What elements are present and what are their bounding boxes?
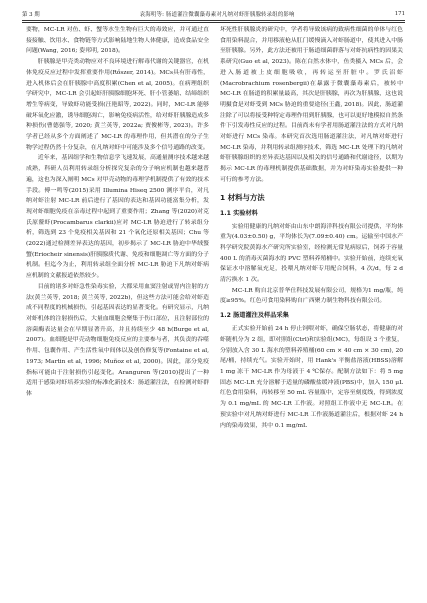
body-paragraph: 近年来，基因组学和生物信息学飞速发展，高通量测序技术越来越成熟，科研人员利用转录组分析探究复杂的分子响应机制也越来越普遍，这也为深入阐明 MCs 对甲壳动物的毒理学机制提供了有效的技术手段。傅一鸣等(2015)采用 Illumina Hiseq 2500 测序平台，对凡纳对虾注射 MC-LR 前后进行了基因的表达和基因功能富集分析，发现对虾细胞免疫在亲毒过程中起到了重要作用；Zhang 等(2020)对克氏原鳌虾(Procambarus clarkii)应对 MC-LR 胁迫进行了转录组分析，筛选到 23 个免疫相关基因和 21 个氧化还原相关基因；Chu 等(2022)通过检测差异表达的基因，初步揭示了 MC-LR 胁迫中华绒螯蟹(Eriocheir sinensis)肝胰腺质代谢、免疫和细胞凋亡等方面的分子机制。但迄今为止，利用转录组全面分析 MC-LR 胁迫下凡纳对虾病应机制的文献报道依然较少。 [26, 155, 209, 280]
body-paragraph: 肝胰腺是甲壳类动物应对不良环境进行解毒代谢的关键器官，在机体免疫反应过程中发挥重要作用(Rőszer, 2014)。MCs具有肝毒性，进入机体后会在肝胰腺中高度积累(Chen et al, 2005)。在病理组织学研究中，MC-LR 会引起虾肝胰腺细胞坏死、肝小管萎缩、结缔组织增生等病变，导致虾功能受损(汪艳昭等, 2022)。同时，MC-LR 能够破坏氧化应激，诱导细胞凋亡，影响免疫病活性，给对虾肝胰腺造成多种损伤(曹德强等, 2020; 黄兰英等, 2022a; 贾俊彬等, 2023)。许多学者已经从多个方面阐述了 MC-LR 的毒理作用，但其潜在的分子生物学过程仍然十分复杂，在凡纳对虾中可能涉及多个信号通路的改变。 [26, 59, 209, 151]
subsection-heading: 1.1 实验材料 [220, 209, 258, 217]
body-paragraph: MC-LR 购自北京普华仕科技发展有限公司，规格为1 mg/瓶，纯度≥95%。红色可食用染料购自广西聚力制生物科技有限公司。 [220, 287, 403, 305]
left-column [26, 25, 209, 400]
header-rule-bottom [22, 22, 405, 23]
body-paragraph: 目前的诸多对虾急性染毒实验，大都采用血窦注射或胃内注射的方法(黄兰英等, 2018; 黄兰英等, 2022b)，但这些方法可能会给对虾造成不同程度的机械损伤，引起基因表达的显著变化。有研究显示，凡纳对虾机体的注射损伤后，大量血细胞会聚集于伤口部位，且注射部位的溶菌酶表达量会在早期显著升高，并且持续至少 48 h(Burge et al, 2007)。血细胞是甲壳动物细胞免疫反应的主要参与者，其负责的吞噬作用、包囊作用、产生活性氧中间体以及创伤修复等(Fontaine et al, 1973; Martin et al, 1996; Muñoz et al, 2000)。因此，部分免疫指标可能由于注射损伤引起变化。Aranguren 等(2010)提出了一种适用于感染对虾培养实验的标准化新技术：肠道灌注法，在检测对虾群体 [26, 283, 209, 397]
page-number: 171 [394, 11, 405, 17]
body-paragraph: 实验用健康的凡纳对虾由山东中朗海洋科技有限公司提供，平均体重为(4.03±0.50) g，平均体长为(7.09±0.40) cm。运输至中国水产科学研究院黄海水产研究所实验室，经检测无常见病原后，饲养于容量 400 L 的消毒灭菌海水的 PVC 塑料养殖桶中。实验开始前，连续充氧保证水中溶解氧充足，投喂凡纳对虾专用配合饲料，4 次/d，每 2 d 清污换水 1 次。 [220, 223, 403, 284]
running-header [22, 7, 405, 21]
running-title: 袁海明等: 肠道灌注微囊藻毒素对凡纳对虾肝胰腺转录组的影响 [139, 12, 295, 18]
body-paragraph: 坏死性肝胰腺炎的研究中，学者将导致该病的致病性细菌的单体与红色食用染料混合，并用移液枪从肛门缓慢滴入对虾肠道中，使其进入中肠至肝胰腺。另外，此方法还被用于肠道细菌群落与对虾抗病性的因果关系研究(Guo et al, 2023)。陈在白然水体中，鱼类摄入 MCs 后，会进入肠道被上皮细胞吸收，再转运至肝脏中。罗氏沼虾(Macrobrachium rosenbergii)在暴露于微囊藻毒素后，被转中 MC-LR 在肠道的积累量最高，其次是肝胰腺，再次为肝胰腺，这也说明摄食是对虾受到 MCs 胁迫的重要途径(王鑫, 2018)。因此，肠道灌注除了可以将接受种特定毒理作用到肝胰腺，也可以更好地模拟自然条件下引发毒性反应的过程。目前尚未有学者用肠道灌注法的方式对凡纳对虾进行 MCs 染毒。本研究首次选用肠道灌注法，对凡纳对虾进行 MC-LR 染毒，并利用转录组测序技术，筛选 MC-LR 处理下的凡纳对虾肝胰腺组织的差异表达基因以及相关的信号通路和代谢途径，以期为揭示 MC-LR 的毒理机制提供基础数据，并为对虾染毒实验提供一种可行的参考方法。 [220, 27, 403, 183]
subsection-heading: 1.2 肠道灌注及样品采集 [220, 312, 289, 320]
body-paragraph: 要物，MC-LR 对鱼、虾、蟹等水生生物有巨大的毒效应，并可通过直接接触、饮用水、食物链等方式影响陆地生物人体健康，造成食品安全问题(Wang, 2016; 姿邦明, 2018)。 [26, 27, 209, 55]
issue-label: 第 3 期 [22, 12, 40, 18]
right-column [220, 25, 403, 431]
body-paragraph: 正式实验开始前 24 h 停止饲喂对虾，确保空肠状态，将健康的对虾随机分为 2 组，即对照组(Ctrl)和实验组(MC)，每组设 3 个重复，分别放入含 30 L 海水的塑料养殖桶(60 cm × 40 cm × 30 cm), 20 尾/桶，持续充气。实验开始时，用 Hank's 平衡盐溶液(HBSS)溶解 1 mg 冻干 MC-LR 作为母液于 4 ℃保存。配制方法如下：将 5 mg 固态 MC-LR 充分溶解于适量的磷酸盐缓冲液(PBS)中，加入 150 μL 红色食用染料，再转移至 50 mL 容量瓶中，定容至刻度线，得到浓度为 0.1 mg/mL 的 MC-LR 工作液。对照组工作液中无 MC-LR。在预实验中对凡纳对虾进行 MC-LR 工作液肠道灌注后，根据对虾 24 h 内的染毒效果，其中 0.1 mg/mL [220, 326, 403, 429]
section-heading: 1 材料与方法 [220, 192, 265, 202]
